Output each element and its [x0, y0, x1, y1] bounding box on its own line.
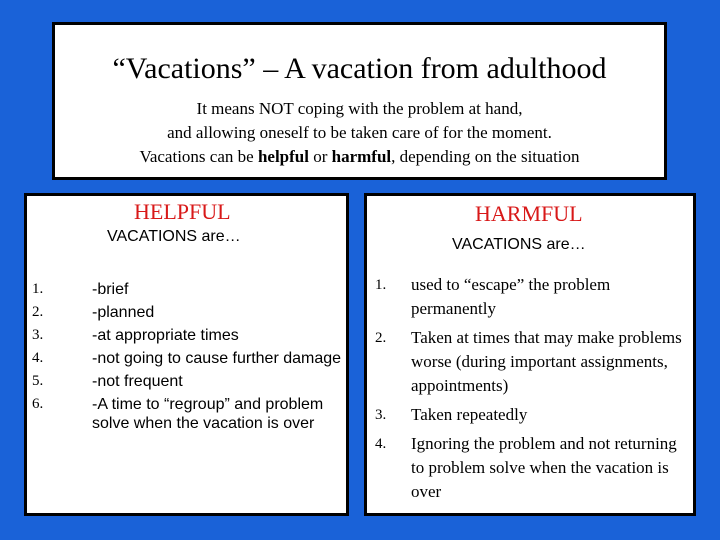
item-number: 5.: [32, 373, 44, 389]
item-number: 1.: [375, 277, 387, 293]
subtitle-line-3-start: Vacations can be: [139, 147, 258, 166]
subtitle-line-3: [55, 145, 664, 169]
list-item: [32, 372, 342, 391]
harmful-heading: HARMFUL: [475, 201, 583, 226]
list-item: [32, 280, 342, 299]
harmful-panel: [364, 193, 696, 516]
title-panel: [52, 22, 667, 180]
helpful-list: [32, 280, 342, 437]
item-text: Taken at times that may make problems worse (during important assignments, appointments): [411, 328, 682, 395]
list-item: [32, 303, 342, 322]
list-item: [32, 395, 342, 433]
helpful-panel: [24, 193, 349, 516]
harmful-subheading: VACATIONS are…: [452, 236, 586, 253]
list-item: [32, 326, 342, 345]
item-number: 2.: [32, 304, 44, 320]
subtitle-line-3-middle: or: [308, 147, 332, 166]
item-text: -brief: [92, 281, 129, 298]
list-item: [32, 349, 342, 368]
item-text: -not going to cause further damage: [92, 350, 342, 367]
item-number: 6.: [32, 396, 44, 412]
item-text: -planned: [92, 304, 155, 321]
subtitle: [55, 97, 664, 169]
list-item: [375, 326, 693, 398]
subtitle-helpful-word: helpful: [257, 147, 309, 166]
item-text: -at appropriate times: [92, 327, 239, 344]
slide-title: “Vacations” – A vacation from adulthood: [112, 52, 607, 85]
item-number: 4.: [32, 350, 44, 366]
item-text: used to “escape” the problem permanently: [411, 275, 611, 318]
list-item: [375, 273, 693, 321]
item-number: 2.: [375, 330, 387, 346]
item-number: 1.: [32, 281, 44, 297]
item-number: 4.: [375, 436, 387, 452]
helpful-heading: HELPFUL: [134, 199, 231, 224]
item-text: -not frequent: [92, 373, 183, 390]
helpful-subheading: VACATIONS are…: [107, 228, 241, 245]
item-text: Taken repeatedly: [411, 405, 528, 424]
item-text: -A time to “regroup” and problem solve when the vacation is over: [92, 396, 324, 432]
harmful-list: [375, 273, 693, 509]
item-text: Ignoring the problem and not returning to problem solve when the vacation is over: [411, 434, 677, 501]
subtitle-harmful-word: harmful: [331, 147, 392, 166]
list-item: [375, 403, 693, 427]
item-number: 3.: [375, 407, 387, 423]
subtitle-line-2: and allowing oneself to be taken care of for the moment.: [167, 123, 552, 142]
item-number: 3.: [32, 327, 44, 343]
list-item: [375, 432, 693, 504]
subtitle-line-1: It means NOT coping with the problem at hand,: [196, 99, 523, 118]
subtitle-line-3-end: , depending on the situation: [391, 147, 580, 166]
